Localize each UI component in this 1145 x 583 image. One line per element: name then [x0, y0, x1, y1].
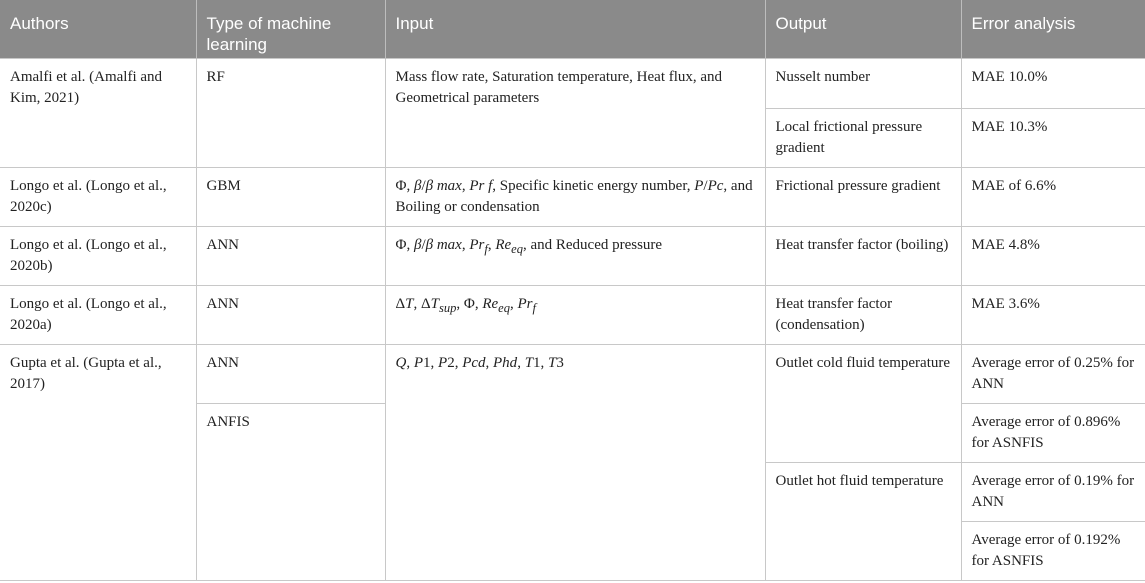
cell-author: Longo et al. (Longo et al., 2020b)	[0, 226, 196, 285]
cell-author: Longo et al. (Longo et al., 2020a)	[0, 285, 196, 344]
header-authors: Authors	[0, 0, 196, 58]
cell-output: Heat transfer factor (condensation)	[765, 285, 961, 344]
table-row	[0, 58, 1145, 108]
cell-error: MAE 4.8%	[961, 226, 1145, 285]
cell-error: MAE of 6.6%	[961, 167, 1145, 226]
cell-input: Mass flow rate, Saturation temperature, Heat flux, and Geometrical parameters	[385, 58, 765, 167]
header-input: Input	[385, 0, 765, 58]
header-row	[0, 0, 1145, 58]
cell-error: MAE 10.0%	[961, 58, 1145, 108]
cell-ml: RF	[196, 58, 385, 167]
cell-error: MAE 10.3%	[961, 108, 1145, 167]
cell-output: Outlet hot fluid temperature	[765, 462, 961, 580]
header-error: Error analysis	[961, 0, 1145, 58]
cell-output: Frictional pressure gradient	[765, 167, 961, 226]
cell-error: Average error of 0.192% for ASNFIS	[961, 521, 1145, 580]
cell-input: ΔT, $\Delta T_{sup}$, Φ, $Re_{eq}$, $Pr_f$	[385, 285, 765, 344]
cell-author: Longo et al. (Longo et al., 2020c)	[0, 167, 196, 226]
table-row	[0, 226, 1145, 285]
cell-ml: ANN	[196, 344, 385, 403]
cell-input: Φ, β/β max, $Pr_f$, $Re_{eq}$, and Reduced pressure	[385, 226, 765, 285]
cell-ml: ANN	[196, 226, 385, 285]
cell-output: Nusselt number	[765, 58, 961, 108]
cell-error: Average error of 0.896% for ASNFIS	[961, 403, 1145, 462]
cell-output: Heat transfer factor (boiling)	[765, 226, 961, 285]
cell-input: Q, P1, P2, Pcd, Phd, T1, T3	[385, 344, 765, 580]
cell-ml: ANN	[196, 285, 385, 344]
cell-ml: GBM	[196, 167, 385, 226]
header-output: Output	[765, 0, 961, 58]
cell-error: MAE 3.6%	[961, 285, 1145, 344]
table-row	[0, 285, 1145, 344]
cell-error: Average error of 0.19% for ANN	[961, 462, 1145, 521]
cell-output: Outlet cold fluid temperature	[765, 344, 961, 462]
cell-ml: ANFIS	[196, 403, 385, 580]
table-row	[0, 344, 1145, 403]
cell-author: Gupta et al. (Gupta et al., 2017)	[0, 344, 196, 580]
cell-author: Amalfi et al. (Amalfi and Kim, 2021)	[0, 58, 196, 167]
header-ml-type: Type of machine learning	[196, 0, 385, 58]
cell-output: Local frictional pressure gradient	[765, 108, 961, 167]
cell-error: Average error of 0.25% for ANN	[961, 344, 1145, 403]
cell-input: Φ, β/β max, Pr f, Specific kinetic energy number, P/Pc, and Boiling or condensation	[385, 167, 765, 226]
table-row	[0, 167, 1145, 226]
